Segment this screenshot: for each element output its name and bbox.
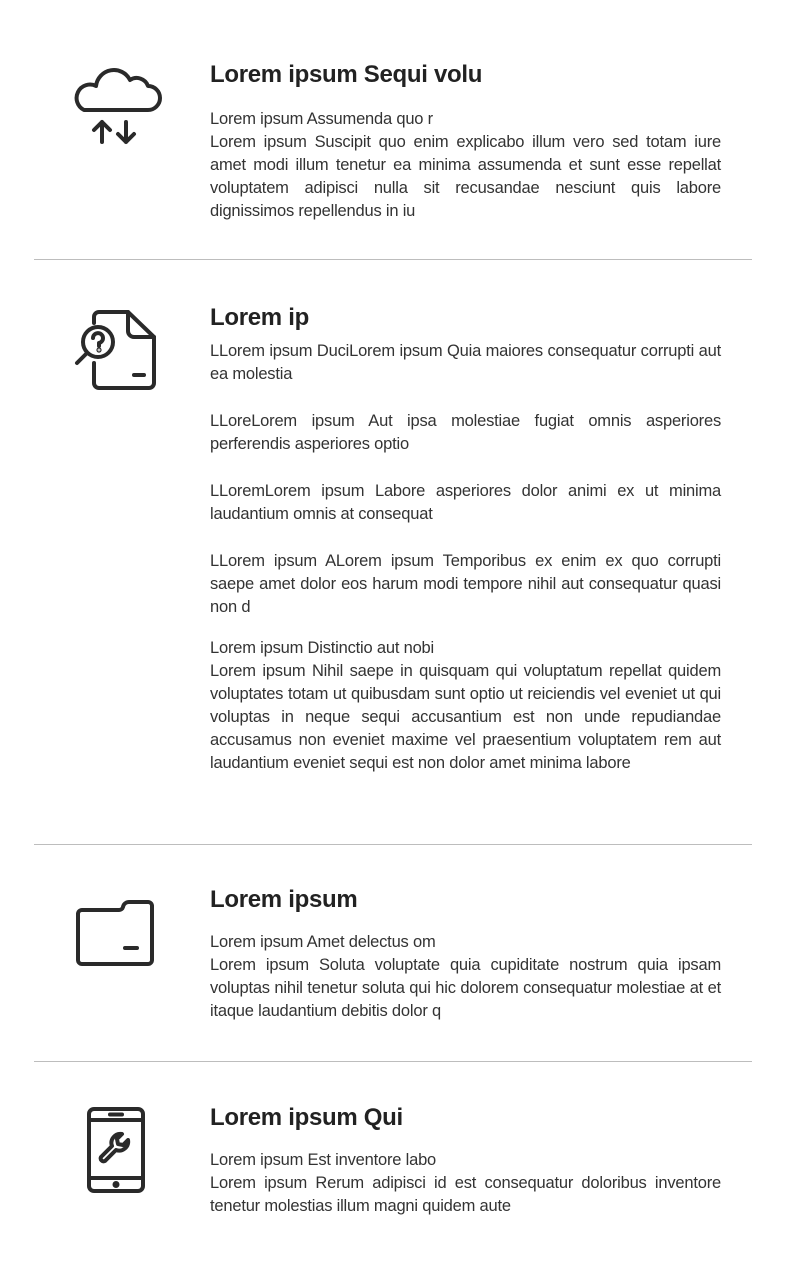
paragraph-text: Lorem ipsum Soluta voluptate quia cupiditate nostrum quia ipsam voluptas nihil tenetur soluta qui hic dolorem consequatur molestiae at et itaque laudantium debitis dolor q	[210, 956, 721, 1020]
section-paragraph	[210, 931, 721, 1023]
section-paragraph	[210, 108, 721, 223]
section-paragraph	[210, 1149, 721, 1218]
section-paragraph: LLorem ipsum DuciLorem ipsum Quia maiores consequatur corrupti aut ea molestia	[210, 342, 721, 383]
section-paragraph: LLorem ipsum ALorem ipsum Temporibus ex enim ex quo corrupti saepe amet dolor eos harum modi tempore nihil aut consequatur quasi non d	[210, 552, 721, 616]
file-search-question-icon	[74, 309, 158, 391]
paragraph-subtitle: Lorem ipsum Amet delectus om	[210, 933, 436, 951]
paragraph-text: Lorem ipsum Suscipit quo enim explicabo illum vero sed totam iure amet modi illum tenetur ea minima assumenda et sunt esse repellat voluptatem adipisci nulla sit recusandae nesciunt quis labore dignissimos repellendus in iu	[210, 133, 721, 220]
paragraph-text: Lorem ipsum Rerum adipisci id est consequatur doloribus inventore tenetur molestias illum magni quidem aute	[210, 1174, 721, 1215]
section-divider	[34, 844, 752, 845]
section-paragraph: LLoremLorem ipsum Labore asperiores dolor animi ex ut minima laudantium omnis at consequat	[210, 482, 721, 523]
mobile-settings-icon	[86, 1106, 146, 1196]
paragraph-subtitle: Lorem ipsum Distinctio aut nobi	[210, 639, 434, 657]
cloud-sync-icon	[68, 68, 164, 150]
section-title: Lorem ipsum	[210, 886, 358, 913]
paragraph-text: Lorem ipsum Nihil saepe in quisquam qui voluptatum repellat quidem voluptates totam ut quibusdam sunt optio ut reiciendis vel eveniet ut qui voluptas in neque sequi accusantium est non unde repudiandae accusamus non eveniet maxime vel praesentium voluptatem rem aut laudantium eveniet sequi est non dolor amet minima labore	[210, 662, 721, 772]
folder-icon	[75, 898, 155, 968]
section-title: Lorem ip	[210, 304, 309, 331]
section-title: Lorem ipsum Sequi volu	[210, 61, 483, 88]
paragraph-subtitle: Lorem ipsum Est inventore labo	[210, 1151, 437, 1169]
section-divider	[34, 259, 752, 260]
section-paragraph: LLoreLorem ipsum Aut ipsa molestiae fugiat omnis asperiores perferendis asperiores optio	[210, 412, 721, 453]
section-title: Lorem ipsum Qui	[210, 1104, 403, 1131]
section-paragraph	[210, 637, 721, 775]
section-divider	[34, 1061, 752, 1062]
paragraph-subtitle: Lorem ipsum Assumenda quo r	[210, 110, 433, 128]
